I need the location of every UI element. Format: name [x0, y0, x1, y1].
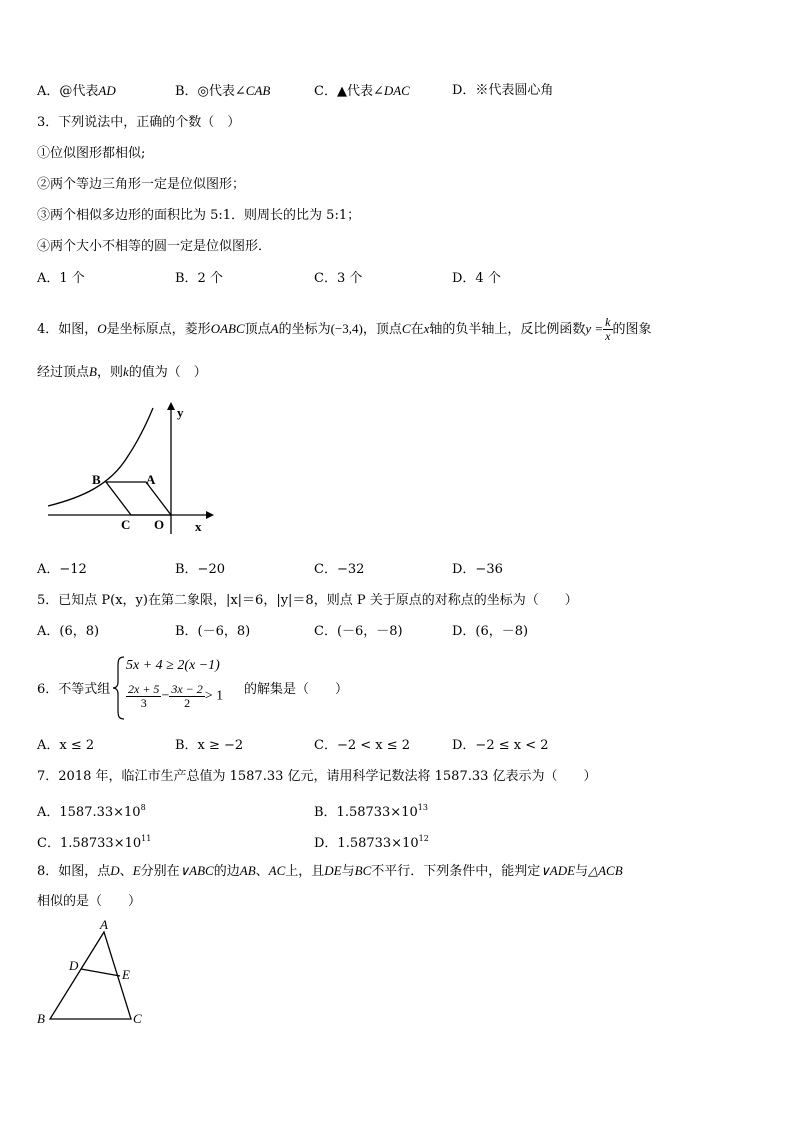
q6-fraction-1-den: 3 [140, 696, 147, 710]
q4-text: ，则 [96, 365, 123, 380]
q2-option-b-math: CAB [245, 83, 271, 98]
q8-var-de: DE [324, 863, 342, 878]
q4-label-y: y [177, 405, 184, 420]
q2-option-b [175, 82, 270, 101]
q4-label-b: B [92, 472, 101, 487]
q8-text: 不平行．下列条件中，能判定 [371, 864, 541, 879]
q8-var-ac: AC [268, 863, 286, 878]
q4-var-x: x [423, 321, 430, 336]
q4-option-c: C．−32 [314, 562, 365, 577]
q2-option-d [452, 82, 553, 100]
q3-statement-1: ①位似图形都相似; [37, 146, 146, 161]
q6-option-b: B．x ≥ −2 [175, 738, 244, 753]
q8-segment-de [81, 969, 120, 976]
q2-option-a-text: A．@代表 [37, 84, 99, 99]
q4-text: 的图象 [612, 322, 652, 337]
q4-y-equals: y = [585, 321, 604, 336]
q6-fraction-1-num: 2x + 5 [128, 682, 160, 696]
q4-fraction-k-over-x [603, 316, 612, 343]
q7-option-d-exponent: 12 [418, 834, 429, 843]
q6-fraction-1 [126, 683, 161, 710]
q4-fraction-numerator: k [605, 315, 611, 329]
q2-option-a-math: AD [98, 83, 116, 98]
q2-option-b-text: B．◎代表∠ [175, 84, 246, 99]
q4-text: 的值为（ ） [128, 365, 207, 380]
q8-text: 8．如图，点 [37, 864, 111, 879]
q7-stem: 7．2018 年，临江市生产总值为 1587.33 亿元，请用科学记数法将 1587.33 亿表示为（ ） [37, 769, 597, 784]
q4-stem-line2 [37, 363, 207, 382]
q8-var-ab: AB [239, 863, 256, 878]
q5-option-d: D．(6，－8) [452, 624, 529, 639]
q3-option-b: B．2 个 [175, 271, 223, 286]
q5-option-a: A．(6，8) [37, 624, 100, 639]
q4-var-c: C [401, 321, 411, 336]
q7-option-b-base: B．1.58733×10 [314, 805, 418, 820]
q6-fraction-2 [169, 683, 204, 710]
q8-text: 的边 [213, 864, 240, 879]
q6-inequality-1: 5x + 4 ≥ 2(x −1) [126, 658, 220, 673]
q6-left-brace [112, 655, 126, 721]
q2-option-a [37, 82, 116, 101]
q8-stem-line2: 相似的是（ ） [37, 894, 142, 909]
q3-statement-2: ②两个等边三角形一定是位似图形； [37, 177, 246, 192]
q7-option-d-base: D．1.58733×10 [314, 836, 419, 851]
q8-var-bc: BC [354, 863, 372, 878]
q8-label-a: A [100, 917, 108, 932]
q6-prefix: 6．不等式组 [37, 682, 111, 697]
q8-var-d: D [110, 863, 120, 878]
q8-text: 与 [341, 864, 355, 879]
q8-label-c: C [133, 1011, 142, 1026]
q2-option-c [314, 82, 410, 101]
q3-option-d: D．4 个 [452, 271, 501, 286]
q4-text: 在 [410, 322, 424, 337]
q7-option-b [314, 799, 428, 822]
q6-fraction-2-den: 2 [184, 696, 191, 710]
q8-text: 上，且 [285, 864, 325, 879]
q4-label-x: x [195, 519, 202, 534]
q4-text: 的坐标为 [278, 322, 331, 337]
q4-var-k: k [122, 364, 129, 379]
q6-option-c: C．−2 < x ≤ 2 [314, 738, 411, 753]
q8-label-e: E [122, 967, 130, 982]
q3-statement-4: ④两个大小不相等的圆一定是位似图形． [37, 239, 272, 254]
q3-option-a: A．1 个 [37, 271, 85, 286]
q4-option-b: B．−20 [175, 562, 225, 577]
q2-option-c-text: C．▲代表∠ [314, 84, 384, 99]
q8-text: 分别在 [140, 864, 180, 879]
q6-inequality-2 [126, 683, 223, 710]
q4-var-o: O [97, 321, 107, 336]
q4-coordinate: (−3,4) [330, 321, 363, 336]
q4-text: 是坐标原点，菱形 [106, 322, 211, 337]
q6-greater-than-1: > 1 [204, 688, 224, 704]
q6-suffix: 的解集是（ ） [244, 682, 349, 697]
q6-minus: − [161, 688, 170, 704]
q8-figure-triangle [34, 916, 154, 1028]
q4-label-c: C [121, 517, 131, 532]
q4-x-axis-arrow [206, 511, 214, 519]
q2-option-c-math: DAC [383, 83, 410, 98]
q7-option-d [314, 830, 429, 853]
q3-option-c: C．3 个 [314, 271, 363, 286]
q7-option-a-base: A．1587.33×10 [37, 805, 141, 820]
q6-fraction-2-num: 3x − 2 [171, 682, 203, 696]
q8-label-b: B [37, 1011, 45, 1026]
q6-option-a: A．x ≤ 2 [37, 738, 95, 753]
q4-text: ，顶点 [362, 322, 402, 337]
q4-figure-rhombus-hyperbola [40, 398, 220, 540]
q4-fraction-denominator: x [605, 329, 611, 343]
q4-var-a: A [270, 321, 279, 336]
q4-var-oabc: OABC [210, 321, 245, 336]
q8-stem-line1 [37, 862, 623, 881]
q8-triangle-acb: △ACB [588, 863, 623, 878]
q8-label-d: D [69, 958, 79, 973]
q4-stem-line1 [37, 316, 652, 343]
q3-stem: 3．下列说法中，正确的个数（ ） [37, 115, 241, 130]
q7-option-c [37, 830, 151, 853]
q7-option-a-exponent: 8 [140, 803, 146, 812]
q4-option-a: A．−12 [37, 562, 87, 577]
q4-hyperbola-curve [48, 408, 153, 506]
q8-triangle-abc: ∨ABC [179, 863, 214, 878]
q5-stem: 5．已知点 P(x，y)在第二象限，|x|＝6，|y|＝8，则点 P 关于原点的对称点的坐标为（ ） [37, 593, 578, 608]
q5-option-b: B．(－6，8) [175, 624, 251, 639]
q5-option-c: C．(－6，－8) [314, 624, 403, 639]
q6-option-d: D．−2 ≤ x < 2 [452, 738, 549, 753]
q4-var-b: B [89, 364, 97, 379]
q4-y-axis-arrow [167, 402, 175, 410]
q4-label-o: O [154, 517, 165, 532]
q7-option-a [37, 799, 146, 822]
q7-option-b-exponent: 13 [417, 803, 428, 812]
q2-option-d-text: D．※代表圆心角 [452, 83, 554, 98]
q4-option-d: D．−36 [452, 562, 503, 577]
q4-rhombus [106, 482, 171, 515]
q8-text: 、 [255, 864, 269, 879]
q4-text: 顶点 [244, 322, 271, 337]
q4-text: 4．如图， [37, 322, 98, 337]
q8-var-e: E [132, 863, 141, 878]
q4-text: 轴的负半轴上，反比例函数 [429, 322, 586, 337]
q8-text: 、 [119, 864, 133, 879]
q3-statement-3: ③两个相似多边形的面积比为 5:1．则周长的比为 5:1； [37, 208, 361, 223]
q7-option-c-exponent: 11 [141, 834, 152, 843]
q7-option-c-base: C．1.58733×10 [37, 836, 142, 851]
q4-label-a: A [146, 472, 156, 487]
q8-triangle-ade: ∨ADE [540, 863, 576, 878]
q8-text: 与 [575, 864, 589, 879]
q4-text: 经过顶点 [37, 365, 90, 380]
